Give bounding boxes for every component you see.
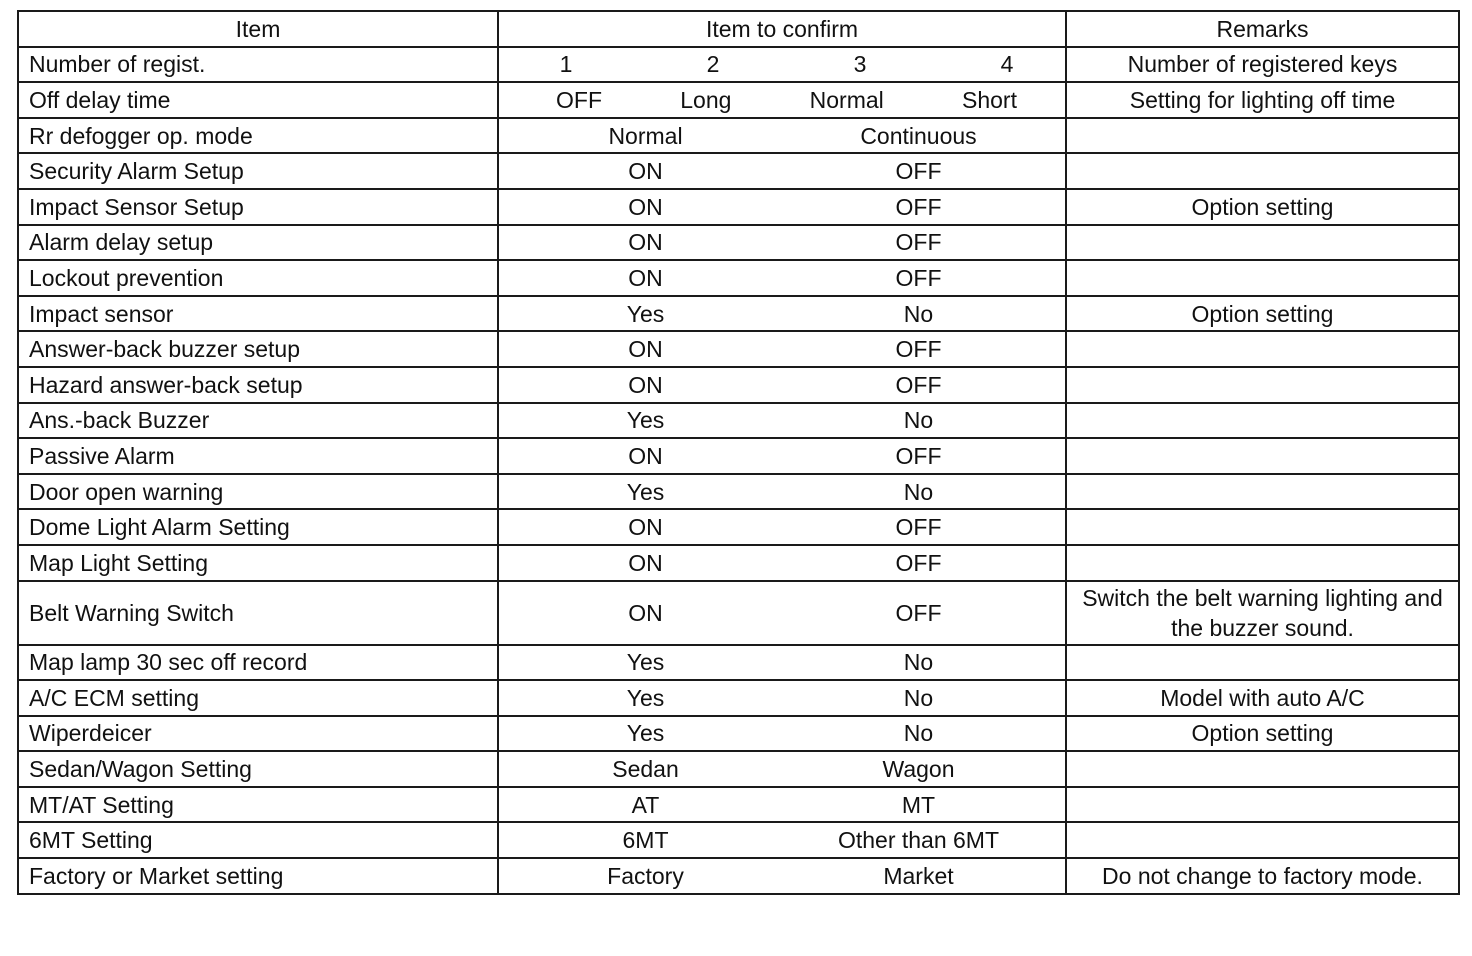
remark-cell: [1066, 822, 1459, 858]
item-cell: A/C ECM setting: [18, 680, 498, 716]
option-value: MT: [901, 791, 936, 818]
table-row: [18, 47, 1459, 83]
settings-table: [17, 10, 1460, 895]
confirm-cell: [498, 645, 1066, 681]
confirm-cell: [498, 438, 1066, 474]
item-cell: Wiperdeicer: [18, 716, 498, 752]
option-value: 3: [853, 51, 867, 78]
option-value: OFF: [895, 264, 942, 291]
table-row: [18, 858, 1459, 894]
table-row: [18, 153, 1459, 189]
option-value: Normal: [608, 122, 683, 149]
option-value: ON: [628, 336, 663, 363]
option-value: 2: [706, 51, 720, 78]
item-cell: Hazard answer-back setup: [18, 367, 498, 403]
table-row: [18, 645, 1459, 681]
remark-cell: [1066, 118, 1459, 154]
option-value: OFF: [895, 599, 942, 626]
option-value: ON: [628, 549, 663, 576]
remark-cell: [1066, 509, 1459, 545]
confirm-cell: [498, 82, 1066, 118]
item-cell: Lockout prevention: [18, 260, 498, 296]
option-value: 1: [559, 51, 573, 78]
option-value: OFF: [556, 86, 602, 113]
table-row: [18, 296, 1459, 332]
option-value: ON: [628, 514, 663, 541]
option-value: Yes: [626, 684, 665, 711]
table-row: [18, 260, 1459, 296]
remark-cell: Do not change to factory mode.: [1066, 858, 1459, 894]
item-cell: Alarm delay setup: [18, 225, 498, 261]
option-value: OFF: [895, 193, 942, 220]
option-value: ON: [628, 599, 663, 626]
confirm-cell: [498, 403, 1066, 439]
table-row: [18, 118, 1459, 154]
confirm-cell: [498, 331, 1066, 367]
table-row: [18, 82, 1459, 118]
option-value: ON: [628, 229, 663, 256]
confirm-cell: [498, 260, 1066, 296]
item-cell: Factory or Market setting: [18, 858, 498, 894]
confirm-cell: [498, 474, 1066, 510]
item-cell: Ans.-back Buzzer: [18, 403, 498, 439]
remark-cell: Switch the belt warning lighting and the buzzer sound.: [1066, 581, 1459, 645]
confirm-cell: [498, 787, 1066, 823]
option-value: No: [903, 478, 934, 505]
option-value: Other than 6MT: [837, 827, 1000, 854]
table-row: [18, 474, 1459, 510]
header-remarks: Remarks: [1066, 11, 1459, 47]
table-header-row: [18, 11, 1459, 47]
header-item-to-confirm: Item to confirm: [498, 11, 1066, 47]
option-value: Long: [680, 86, 732, 113]
table-row: [18, 403, 1459, 439]
item-cell: Number of regist.: [18, 47, 498, 83]
confirm-cell: [498, 822, 1066, 858]
option-value: ON: [628, 371, 663, 398]
item-cell: Security Alarm Setup: [18, 153, 498, 189]
option-value: Yes: [626, 478, 665, 505]
remark-cell: [1066, 403, 1459, 439]
confirm-cell: [498, 367, 1066, 403]
option-value: No: [903, 407, 934, 434]
remark-cell: [1066, 367, 1459, 403]
remark-cell: [1066, 645, 1459, 681]
option-value: 6MT: [622, 827, 669, 854]
item-cell: Map lamp 30 sec off record: [18, 645, 498, 681]
confirm-cell: [498, 296, 1066, 332]
item-cell: Belt Warning Switch: [18, 581, 498, 645]
item-cell: Impact Sensor Setup: [18, 189, 498, 225]
table-row: [18, 509, 1459, 545]
option-value: No: [903, 300, 934, 327]
remark-cell: Setting for lighting off time: [1066, 82, 1459, 118]
item-cell: Map Light Setting: [18, 545, 498, 581]
option-value: OFF: [895, 549, 942, 576]
table-row: [18, 545, 1459, 581]
item-cell: MT/AT Setting: [18, 787, 498, 823]
confirm-cell: [498, 118, 1066, 154]
option-value: ON: [628, 158, 663, 185]
table-row: [18, 438, 1459, 474]
confirm-cell: [498, 545, 1066, 581]
option-value: No: [903, 684, 934, 711]
item-cell: Rr defogger op. mode: [18, 118, 498, 154]
item-cell: Answer-back buzzer setup: [18, 331, 498, 367]
confirm-cell: [498, 47, 1066, 83]
table-row: [18, 680, 1459, 716]
remark-cell: [1066, 225, 1459, 261]
table-row: [18, 822, 1459, 858]
option-value: OFF: [895, 371, 942, 398]
remark-cell: [1066, 260, 1459, 296]
option-value: ON: [628, 442, 663, 469]
table-row: [18, 751, 1459, 787]
remark-cell: Option setting: [1066, 189, 1459, 225]
option-value: OFF: [895, 229, 942, 256]
table-row: [18, 367, 1459, 403]
option-value: OFF: [895, 514, 942, 541]
item-cell: Impact sensor: [18, 296, 498, 332]
remark-cell: [1066, 438, 1459, 474]
option-value: Short: [962, 86, 1017, 113]
option-value: Yes: [626, 407, 665, 434]
table-row: [18, 225, 1459, 261]
table-row: [18, 581, 1459, 645]
confirm-cell: [498, 858, 1066, 894]
remark-cell: [1066, 751, 1459, 787]
confirm-cell: [498, 225, 1066, 261]
remark-cell: [1066, 545, 1459, 581]
item-cell: Passive Alarm: [18, 438, 498, 474]
item-cell: Sedan/Wagon Setting: [18, 751, 498, 787]
option-value: AT: [631, 791, 660, 818]
option-value: ON: [628, 264, 663, 291]
option-value: ON: [628, 193, 663, 220]
table-row: [18, 716, 1459, 752]
confirm-cell: [498, 680, 1066, 716]
option-value: 4: [1000, 51, 1014, 78]
confirm-cell: [498, 509, 1066, 545]
confirm-cell: [498, 581, 1066, 645]
option-value: Market: [883, 862, 954, 889]
header-item: Item: [18, 11, 498, 47]
option-value: Wagon: [882, 756, 955, 783]
item-cell: Dome Light Alarm Setting: [18, 509, 498, 545]
table-row: [18, 189, 1459, 225]
option-value: No: [903, 649, 934, 676]
confirm-cell: [498, 751, 1066, 787]
option-value: Yes: [626, 720, 665, 747]
option-value: OFF: [895, 158, 942, 185]
option-value: Factory: [607, 862, 684, 889]
option-value: Continuous: [860, 122, 977, 149]
option-value: Normal: [809, 86, 884, 113]
table-row: [18, 787, 1459, 823]
option-value: OFF: [895, 336, 942, 363]
confirm-cell: [498, 189, 1066, 225]
remark-cell: [1066, 787, 1459, 823]
remark-cell: Number of registered keys: [1066, 47, 1459, 83]
remark-cell: Model with auto A/C: [1066, 680, 1459, 716]
remark-cell: [1066, 474, 1459, 510]
table-row: [18, 331, 1459, 367]
item-cell: 6MT Setting: [18, 822, 498, 858]
option-value: OFF: [895, 442, 942, 469]
remark-cell: [1066, 331, 1459, 367]
option-value: Yes: [626, 300, 665, 327]
remark-cell: [1066, 153, 1459, 189]
item-cell: Off delay time: [18, 82, 498, 118]
option-value: Yes: [626, 649, 665, 676]
confirm-cell: [498, 153, 1066, 189]
item-cell: Door open warning: [18, 474, 498, 510]
confirm-cell: [498, 716, 1066, 752]
option-value: No: [903, 720, 934, 747]
option-value: Sedan: [612, 756, 679, 783]
remark-cell: Option setting: [1066, 296, 1459, 332]
remark-cell: Option setting: [1066, 716, 1459, 752]
